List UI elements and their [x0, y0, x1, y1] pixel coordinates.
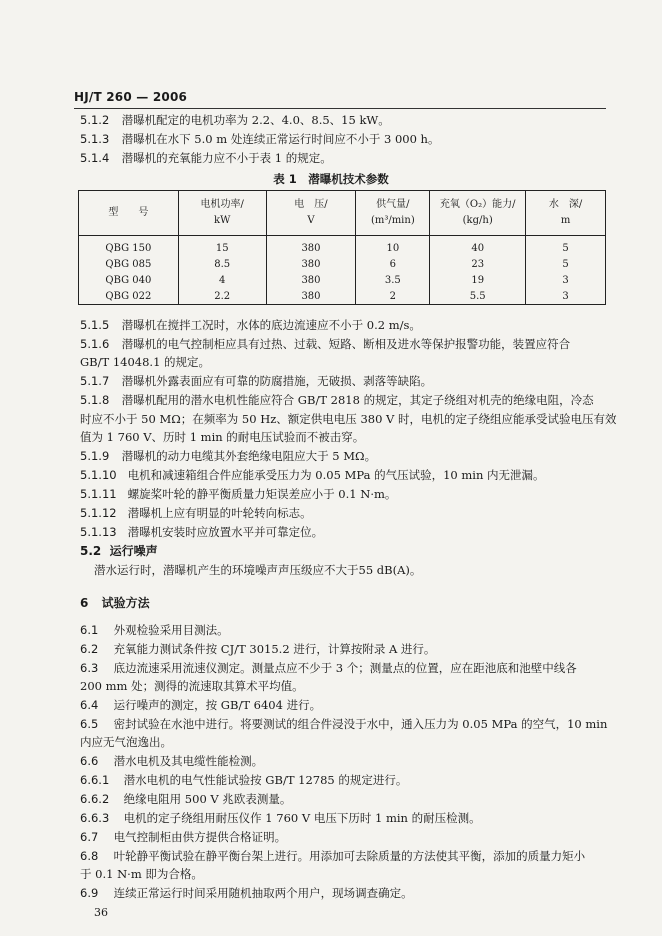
clause-5-1-4: [80, 149, 332, 167]
clause-6-6-1: [80, 771, 407, 789]
table-cell: 4: [178, 272, 266, 288]
section-5-2-heading: [80, 542, 158, 560]
clause-number: 6.3: [80, 661, 99, 675]
clause-6-7: [80, 828, 286, 846]
col-header-oxygenation: 充氧（O₂）能力/ (kg/h): [430, 191, 526, 236]
clause-5-1-12: [80, 504, 312, 522]
col-header-model: 型 号: [79, 191, 179, 236]
clause-number: 5.1.11: [80, 487, 117, 501]
clause-text: 绝缘电阻用 500 V 兆欧表测量。: [123, 792, 292, 806]
clause-text: 电机和减速箱组合件应能承受压力为 0.05 MPa 的气压试验，10 min 内无泄漏。: [127, 468, 545, 482]
clause-text: 连续正常运行时间采用随机抽取两个用户，现场调查确定。: [113, 886, 413, 900]
table-caption: 表 1 潜曝机技术参数: [273, 172, 389, 186]
clause-5-1-13: [80, 523, 323, 541]
table-row: [79, 272, 606, 288]
clause-text: 潜曝机外露表面应有可靠的防腐措施，无破损、剥落等缺陷。: [121, 374, 433, 388]
clause-text: 潜曝机的电气控制柜应具有过热、过载、短路、断相及进水等保护报警功能，装置应符合: [121, 337, 571, 351]
table-cell: QBG 040: [79, 272, 179, 288]
clause-number: 5.1.6: [80, 337, 110, 351]
clause-6-9: [80, 884, 413, 902]
table-row: [79, 236, 606, 257]
section-title: 运行噪声: [109, 544, 158, 558]
table-cell: 3: [526, 288, 606, 305]
table-cell: 380: [266, 288, 356, 305]
clause-text: 潜曝机配用的潜水电机性能应符合 GB/T 2818 的规定，其定子绕组对机壳的绝缘电阻，冷态: [121, 393, 594, 407]
clause-continuation: GB/T 14048.1 的规定。: [80, 355, 211, 369]
clause-5-1-3: [80, 130, 439, 148]
clause-text: 外观检验采用目测法。: [113, 623, 229, 637]
section-number: 6: [80, 596, 89, 610]
clause-text: 底边流速采用流速仪测定。测量点应不少于 3 个；测量点的位置，应在距池底和池壁中线各: [113, 661, 577, 675]
clause-text: 潜曝机的动力电缆其外套绝缘电阻应大于 5 MΩ。: [121, 449, 377, 463]
clause-continuation: 200 mm 处；测得的流速取其算术平均值。: [80, 679, 304, 693]
clause-number: 6.7: [80, 830, 99, 844]
clause-text: 潜曝机上应有明显的叶轮转向标志。: [127, 506, 312, 520]
technical-parameters-table: [78, 190, 606, 305]
clause-continuation: 时应不小于 50 MΩ；在频率为 50 Hz、额定供电电压 380 V 时，电机的定子绕组应能承受试验电压有效: [80, 412, 617, 426]
clause-6-8: [80, 847, 585, 865]
standard-code-header: HJ/T 260 — 2006: [74, 90, 188, 104]
clause-text: 潜曝机配定的电机功率为 2.2、4.0、8.5、15 kW。: [121, 113, 390, 127]
table-header-row: [79, 191, 606, 236]
clause-6-6: [80, 752, 263, 770]
clause-number: 5.1.9: [80, 449, 110, 463]
page-number: 36: [94, 906, 108, 919]
col-header-power: 电机功率/ kW: [178, 191, 266, 236]
table-cell: 380: [266, 256, 356, 272]
clause-number: 5.1.7: [80, 374, 110, 388]
table-cell: 8.5: [178, 256, 266, 272]
clause-text: 叶轮静平衡试验在静平衡台架上进行。用添加可去除质量的方法使其平衡，添加的质量力矩小: [113, 849, 586, 863]
clause-number: 5.1.4: [80, 151, 110, 165]
clause-text: 螺旋桨叶轮的静平衡质量力矩误差应小于 0.1 N·m。: [127, 487, 397, 501]
clause-text: 潜水电机及其电缆性能检测。: [113, 754, 264, 768]
clause-number: 5.1.12: [80, 506, 117, 520]
clause-text: 潜水电机的电气性能试验按 GB/T 12785 的规定进行。: [123, 773, 408, 787]
clause-6-6-2: [80, 790, 291, 808]
clause-number: 5.1.2: [80, 113, 110, 127]
table-cell: 6: [356, 256, 430, 272]
clause-text: 电机的定子绕组用耐压仪作 1 760 V 电压下历时 1 min 的耐压检测。: [123, 811, 481, 825]
clause-text: 充氧能力测试条件按 CJ/T 3015.2 进行，计算按附录 A 进行。: [113, 642, 436, 656]
table-cell: 3.5: [356, 272, 430, 288]
clause-text: 潜曝机在搅拌工况时，水体的底边流速应不小于 0.2 m/s。: [121, 318, 421, 332]
table-cell: QBG 085: [79, 256, 179, 272]
clause-number: 6.8: [80, 849, 99, 863]
table-cell: 5: [526, 256, 606, 272]
clause-5-1-8: [80, 391, 594, 409]
table-cell: 3: [526, 272, 606, 288]
clause-number: 5.1.3: [80, 132, 110, 146]
table-row: [79, 256, 606, 272]
table-row: [79, 288, 606, 305]
clause-text: 密封试验在水池中进行。将要测试的组合件浸没于水中，通入压力为 0.05 MPa 的空气，10 min: [113, 717, 608, 731]
clause-5-1-2: [80, 111, 390, 129]
clause-text: 潜曝机的充氧能力应不小于表 1 的规定。: [121, 151, 332, 165]
clause-number: 5.1.10: [80, 468, 117, 482]
header-rule: [74, 108, 606, 109]
section-5-2-text: 潜水运行时，潜曝机产生的环境噪声声压级应不大于55 dB(A)。: [94, 563, 422, 577]
clause-number: 5.1.5: [80, 318, 110, 332]
clause-5-1-10: [80, 466, 545, 484]
clause-number: 6.6.2: [80, 792, 110, 806]
section-title: 试验方法: [101, 596, 150, 610]
clause-number: 6.4: [80, 698, 99, 712]
clause-5-1-11: [80, 485, 396, 503]
clause-number: 6.6: [80, 754, 99, 768]
clause-5-1-5: [80, 316, 421, 334]
table-cell: 23: [430, 256, 526, 272]
clause-number: 6.1: [80, 623, 99, 637]
clause-number: 5.1.13: [80, 525, 117, 539]
clause-6-2: [80, 640, 435, 658]
clause-number: 6.6.1: [80, 773, 110, 787]
clause-number: 6.5: [80, 717, 99, 731]
table-cell: 19: [430, 272, 526, 288]
table-cell: 5.5: [430, 288, 526, 305]
col-header-depth: 水 深/ m: [526, 191, 606, 236]
table-cell: 2.2: [178, 288, 266, 305]
table-cell: 15: [178, 236, 266, 257]
table-cell: QBG 022: [79, 288, 179, 305]
clause-text: 潜曝机在水下 5.0 m 处连续正常运行时间应不小于 3 000 h。: [121, 132, 440, 146]
clause-6-1: [80, 621, 229, 639]
clause-number: 6.6.3: [80, 811, 110, 825]
table-cell: 2: [356, 288, 430, 305]
clause-6-6-3: [80, 809, 481, 827]
table-cell: 380: [266, 272, 356, 288]
clause-5-1-9: [80, 447, 376, 465]
clause-continuation: 值为 1 760 V、历时 1 min 的耐电压试验而不被击穿。: [80, 430, 365, 444]
clause-number: 6.9: [80, 886, 99, 900]
clause-continuation: 内应无气泡逸出。: [80, 735, 172, 749]
table-cell: QBG 150: [79, 236, 179, 257]
col-header-air-supply: 供气量/ (m³/min): [356, 191, 430, 236]
clause-continuation: 于 0.1 N·m 即为合格。: [80, 867, 203, 881]
table-cell: 380: [266, 236, 356, 257]
clause-text: 运行噪声的测定，按 GB/T 6404 进行。: [113, 698, 322, 712]
clause-5-1-6: [80, 335, 570, 353]
clause-6-5: [80, 715, 607, 733]
clause-text: 电气控制柜由供方提供合格证明。: [113, 830, 287, 844]
col-header-voltage: 电 压/ V: [266, 191, 356, 236]
clause-5-1-7: [80, 372, 432, 390]
section-6-heading: [80, 594, 150, 612]
section-number: 5.2: [80, 544, 102, 558]
clause-text: 潜曝机安装时应放置水平并可靠定位。: [127, 525, 324, 539]
table-cell: 5: [526, 236, 606, 257]
clause-number: 5.1.8: [80, 393, 110, 407]
clause-6-4: [80, 696, 321, 714]
clause-number: 6.2: [80, 642, 99, 656]
table-cell: 40: [430, 236, 526, 257]
table-cell: 10: [356, 236, 430, 257]
clause-6-3: [80, 659, 577, 677]
